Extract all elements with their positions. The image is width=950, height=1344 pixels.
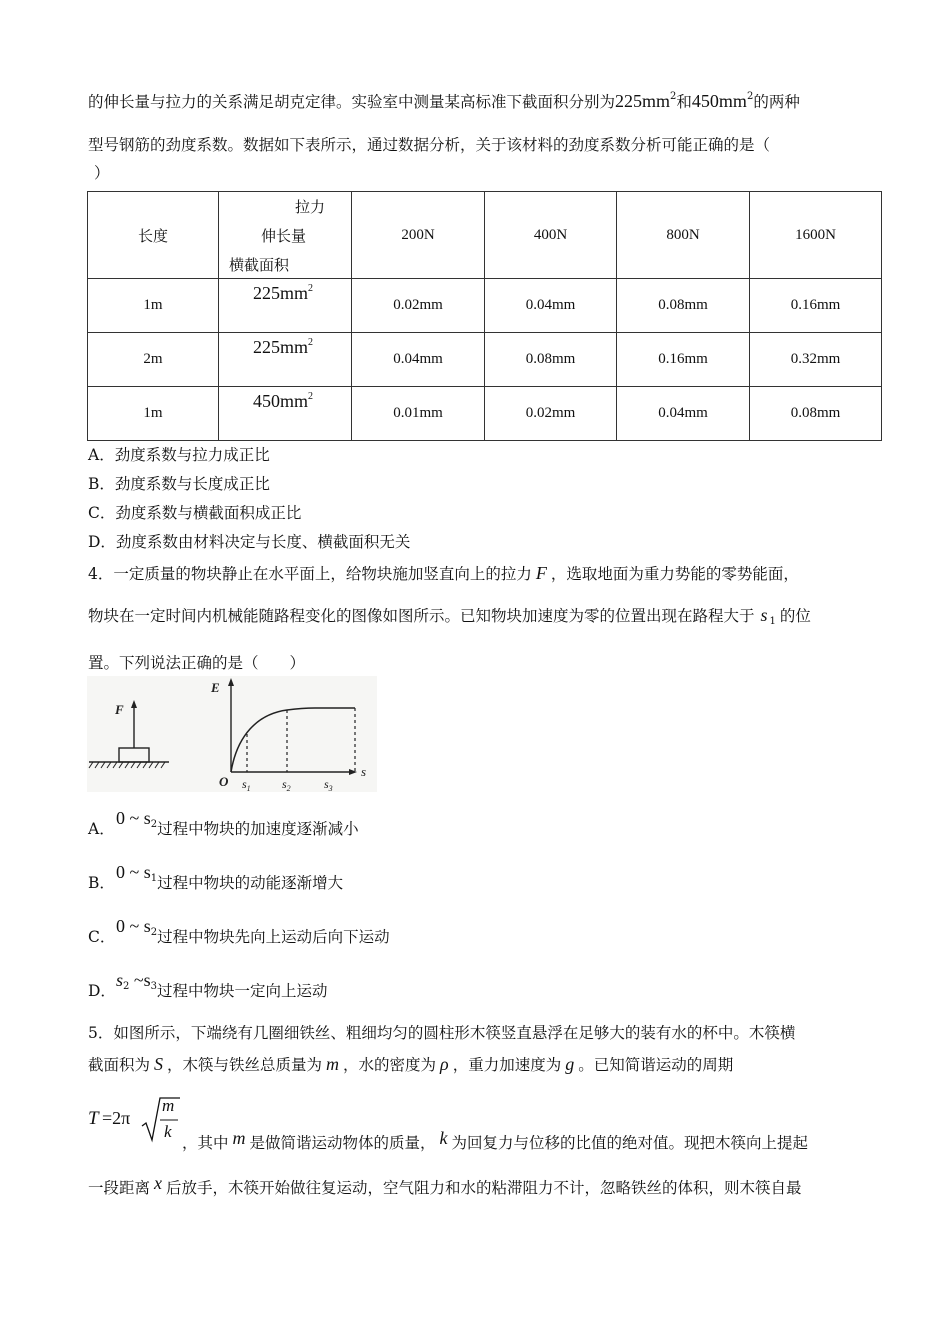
q4-option-d xyxy=(88,970,328,1001)
q5-text: ，其中 xyxy=(182,1134,229,1152)
label-s: s xyxy=(361,764,367,779)
label-O: O xyxy=(219,774,229,789)
var-g: g xyxy=(565,1054,575,1074)
header-length: 长度 xyxy=(88,192,219,279)
intro-text: 的两种 xyxy=(753,93,800,111)
tick-s1-letter: s xyxy=(242,777,247,791)
q4-option-c xyxy=(88,916,390,947)
option-text: 过程中物块的加速度逐渐减小 xyxy=(157,820,359,838)
sub: 2 xyxy=(123,981,130,992)
intro-text: 和 xyxy=(676,93,692,111)
intro-line-2: 型号钢筋的劲度系数。数据如下表所示，通过数据分析，关于该材料的劲度系数分析可能正确的是（ xyxy=(88,136,771,154)
q5-text: 后放手，木筷开始做往复运动，空气阻力和水的粘滞阻力不计，忽略铁丝的体积，则木筷自最 xyxy=(166,1179,802,1197)
q4-text: 4．一定质量的物块静止在水平面上，给物块施加竖直向上的拉力 xyxy=(88,565,532,583)
q4-line-3: 置。下列说法正确的是（ ） xyxy=(88,654,306,672)
header-area-label: 横截面积 xyxy=(229,256,290,274)
label-E: E xyxy=(211,680,220,695)
row-value: 0.04mm xyxy=(617,387,750,441)
var-F: F xyxy=(535,563,547,583)
sup: 2 xyxy=(308,337,314,348)
option-text: 过程中物块先向上运动后向下运动 xyxy=(157,928,390,946)
option-label: B． xyxy=(88,874,115,892)
area-value-1: 225mm xyxy=(615,91,671,111)
row-value: 0.16mm xyxy=(617,333,750,387)
option-range: 0 ~ s xyxy=(116,916,151,936)
q3-option-d: D．劲度系数由材料决定与长度、横截面积无关 xyxy=(88,533,411,551)
option-label: C． xyxy=(88,928,116,946)
q5-line-4 xyxy=(88,1172,802,1199)
label-F: F xyxy=(115,702,124,717)
tick-s2-index: 2 xyxy=(286,784,291,792)
option-label: A． xyxy=(88,820,115,838)
q3-option-a: A．劲度系数与拉力成正比 xyxy=(88,446,270,464)
sub: 1 xyxy=(150,873,158,884)
area-text: 225mm xyxy=(253,283,309,303)
q5-text: 截面积为 xyxy=(88,1056,151,1074)
var-rho: ρ xyxy=(440,1054,449,1074)
figure-bg xyxy=(87,676,377,792)
q5-text: 为回复力与位移的比值的绝对值。现把木筷向上提起 xyxy=(451,1134,809,1152)
table-header-row xyxy=(88,192,882,279)
q5-line-3 xyxy=(88,1094,948,1150)
row-value: 0.02mm xyxy=(352,279,485,333)
q4-option-b xyxy=(88,862,343,893)
var-m: m xyxy=(232,1128,246,1148)
q5-text: 一段距离 xyxy=(88,1179,151,1197)
area-text: 225mm xyxy=(253,337,309,357)
frac-denominator: k xyxy=(164,1122,172,1141)
row-value: 0.08mm xyxy=(750,387,882,441)
q4-figure xyxy=(87,676,377,792)
tick-s2-letter: s xyxy=(282,777,287,791)
frac-numerator: m xyxy=(162,1096,175,1115)
header-force-1: 200N xyxy=(352,192,485,279)
row-value: 0.01mm xyxy=(352,387,485,441)
row-area xyxy=(219,387,352,441)
sup: 2 xyxy=(308,391,314,402)
tick-s3-letter: s xyxy=(324,777,329,791)
var-x: x xyxy=(154,1173,163,1193)
sub: 2 xyxy=(150,819,158,830)
option-text: 过程中物块一定向上运动 xyxy=(157,982,328,1000)
var-T: T xyxy=(88,1108,99,1129)
q4-option-a xyxy=(88,808,359,839)
eq-2pi: =2π xyxy=(102,1108,131,1128)
header-force-2: 400N xyxy=(485,192,617,279)
q4-text: ，选取地面为重力势能的零势能面， xyxy=(550,565,799,583)
header-force-3: 800N xyxy=(617,192,750,279)
q5-text: ，重力加速度为 xyxy=(452,1056,562,1074)
row-value: 0.08mm xyxy=(617,279,750,333)
q4-line-2 xyxy=(88,604,811,633)
q5-text: 。已知简谐运动的周期 xyxy=(578,1056,734,1074)
sub: 2 xyxy=(150,927,158,938)
q4-line-1 xyxy=(88,562,799,585)
var-S: S xyxy=(154,1054,164,1074)
sup: 2 xyxy=(670,91,677,102)
header-extension-label: 伸长量 xyxy=(261,227,307,245)
option-range: s xyxy=(116,970,124,990)
header-force-label: 拉力 xyxy=(295,198,326,216)
option-range: 0 ~ s xyxy=(116,808,151,828)
q3-option-b: B．劲度系数与长度成正比 xyxy=(88,475,270,493)
row-area xyxy=(219,279,352,333)
row-area xyxy=(219,333,352,387)
sup: 2 xyxy=(746,91,754,102)
sub: 3 xyxy=(150,981,158,992)
var-s1: s xyxy=(760,605,768,625)
q5-line-2 xyxy=(88,1053,733,1076)
data-table xyxy=(87,191,882,441)
header-diagonal-cell xyxy=(219,192,352,279)
row-value: 0.04mm xyxy=(485,279,617,333)
area-text: 450mm xyxy=(253,391,309,411)
header-force-4: 1600N xyxy=(750,192,882,279)
q5-text: ，水的密度为 xyxy=(343,1056,437,1074)
sup: 2 xyxy=(308,283,314,294)
sub: 1 xyxy=(769,616,776,627)
intro-line-3: ） xyxy=(94,164,110,182)
var-k: k xyxy=(439,1128,448,1148)
row-value: 0.08mm xyxy=(485,333,617,387)
row-value: 0.04mm xyxy=(352,333,485,387)
q5-text: ，木筷与铁丝总质量为 xyxy=(167,1056,323,1074)
option-label: D． xyxy=(88,982,116,1000)
intro-text: 的伸长量与拉力的关系满足胡克定律。实验室中测量某高标准下截面积分别为 xyxy=(88,93,616,111)
tick-s1-index: 1 xyxy=(246,784,251,792)
q4-text: 物块在一定时间内机械能随路程变化的图像如图所示。已知物块加速度为零的位置出现在路程大于 xyxy=(88,607,755,625)
row-value: 0.02mm xyxy=(485,387,617,441)
table-row xyxy=(88,279,882,333)
row-length: 1m xyxy=(88,279,219,333)
row-length: 1m xyxy=(88,387,219,441)
tick-s3-index: 3 xyxy=(328,784,333,792)
option-range: ~s xyxy=(129,970,151,990)
option-range: 0 ~ s xyxy=(116,862,151,882)
area-value-2: 450mm xyxy=(691,91,747,111)
q3-option-c: C．劲度系数与横截面积成正比 xyxy=(88,504,302,522)
row-value: 0.16mm xyxy=(750,279,882,333)
q5-line-1: 5．如图所示，下端绕有几圈细铁丝、粗细均匀的圆柱形木筷竖直悬浮在足够大的装有水的杯中。木筷横 xyxy=(88,1024,796,1042)
table-row xyxy=(88,333,882,387)
q4-text: 的位 xyxy=(779,607,811,625)
row-value: 0.32mm xyxy=(750,333,882,387)
option-text: 过程中物块的动能逐渐增大 xyxy=(157,874,344,892)
table-row xyxy=(88,387,882,441)
row-length: 2m xyxy=(88,333,219,387)
q5-text: 是做简谐运动物体的质量， xyxy=(249,1134,436,1152)
q5-line-3-text xyxy=(182,1128,808,1153)
var-m: m xyxy=(326,1054,340,1074)
intro-line-1 xyxy=(88,86,800,113)
